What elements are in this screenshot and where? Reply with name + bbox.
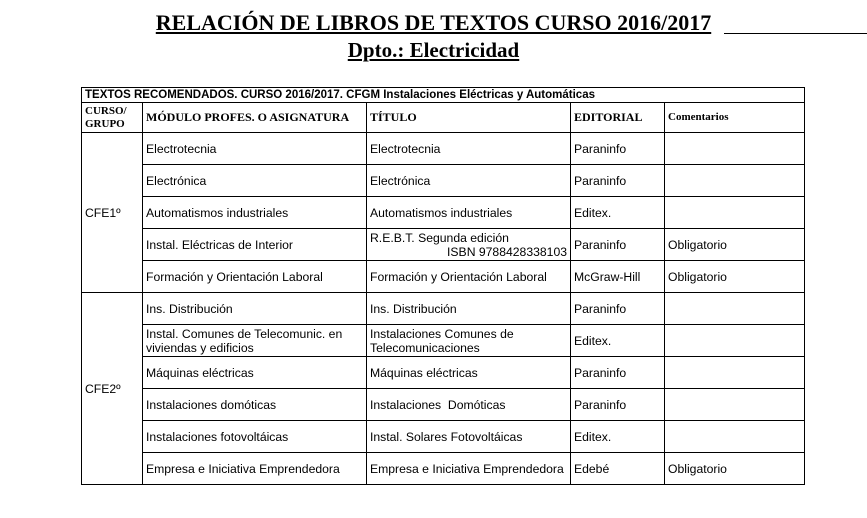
- cell-modulo: Electrónica: [143, 165, 367, 197]
- cell-titulo: Automatismos industriales: [367, 197, 571, 229]
- col-header-titulo: TÍTULO: [367, 103, 571, 133]
- table-row: [82, 197, 805, 229]
- cell-titulo: Formación y Orientación Laboral: [367, 261, 571, 293]
- table-row: [82, 261, 805, 293]
- col-header-comentarios: Comentarios: [665, 103, 805, 133]
- cell-modulo: Instalaciones domóticas: [143, 389, 367, 421]
- table-row: [82, 421, 805, 453]
- cell-modulo: Instalaciones fotovoltáicas: [143, 421, 367, 453]
- cell-comentarios: [665, 421, 805, 453]
- table-row: [82, 453, 805, 485]
- cell-editorial: Editex.: [571, 325, 665, 357]
- cell-modulo: Electrotecnia: [143, 133, 367, 165]
- cell-editorial: Paraninfo: [571, 229, 665, 261]
- table-row: [82, 229, 805, 261]
- cell-titulo: Instalaciones Comunes de Telecomunicaciones: [367, 325, 571, 357]
- cell-editorial: Edebé: [571, 453, 665, 485]
- cell-titulo-main: R.E.B.T. Segunda edición: [370, 230, 509, 245]
- cell-comentarios: [665, 133, 805, 165]
- cell-comentarios: [665, 197, 805, 229]
- cell-modulo: Máquinas eléctricas: [143, 357, 367, 389]
- cell-editorial: McGraw-Hill: [571, 261, 665, 293]
- cell-editorial: Paraninfo: [571, 165, 665, 197]
- document-title: RELACIÓN DE LIBROS DE TEXTOS CURSO 2016/2017: [155, 10, 712, 35]
- cell-titulo: Máquinas eléctricas: [367, 357, 571, 389]
- table-caption: TEXTOS RECOMENDADOS. CURSO 2016/2017. CFGM Instalaciones Eléctricas y Automáticas: [82, 88, 805, 103]
- cell-titulo: Electrotecnia: [367, 133, 571, 165]
- cell-modulo: Ins. Distribución: [143, 293, 367, 325]
- cell-comentarios: Obligatorio: [665, 453, 805, 485]
- cell-comentarios: [665, 325, 805, 357]
- textbook-table: [81, 87, 805, 485]
- col-header-grupo-line2: GRUPO: [85, 117, 125, 130]
- table-row: [82, 165, 805, 197]
- cell-editorial: Paraninfo: [571, 357, 665, 389]
- cell-modulo: Empresa e Iniciativa Emprendedora: [143, 453, 367, 485]
- cell-comentarios: [665, 357, 805, 389]
- cell-titulo: Instal. Solares Fotovoltáicas: [367, 421, 571, 453]
- col-header-grupo: [82, 103, 143, 133]
- header-rule: [724, 33, 867, 34]
- cell-comentarios: [665, 165, 805, 197]
- group-cell-cfe2: CFE2º: [82, 293, 143, 485]
- cell-editorial: Editex.: [571, 421, 665, 453]
- table-header-row: [82, 103, 805, 133]
- cell-titulo: [367, 229, 571, 261]
- table-row: [82, 293, 805, 325]
- col-header-editorial: EDITORIAL: [571, 103, 665, 133]
- cell-modulo: Automatismos industriales: [143, 197, 367, 229]
- department-subtitle: Dpto.: Electricidad: [347, 38, 520, 62]
- cell-comentarios: [665, 293, 805, 325]
- col-header-grupo-line1: CURSO/: [85, 104, 127, 117]
- cell-comentarios: [665, 389, 805, 421]
- cell-modulo: Instal. Comunes de Telecomunic. en viviendas y edificios: [143, 325, 367, 357]
- col-header-modulo: MÓDULO PROFES. O ASIGNATURA: [143, 103, 367, 133]
- cell-comentarios: Obligatorio: [665, 261, 805, 293]
- table-row: [82, 389, 805, 421]
- table-row: [82, 357, 805, 389]
- cell-editorial: Paraninfo: [571, 389, 665, 421]
- table-row: [82, 325, 805, 357]
- cell-titulo-isbn: ISBN 9788428338103: [447, 244, 567, 259]
- cell-titulo: Instalaciones Domóticas: [367, 389, 571, 421]
- table-caption-row: [82, 88, 805, 103]
- cell-editorial: Paraninfo: [571, 293, 665, 325]
- table-row: [82, 133, 805, 165]
- cell-titulo: Ins. Distribución: [367, 293, 571, 325]
- cell-comentarios: Obligatorio: [665, 229, 805, 261]
- cell-titulo: Electrónica: [367, 165, 571, 197]
- cell-titulo: Empresa e Iniciativa Emprendedora: [367, 453, 571, 485]
- group-cell-cfe1: CFE1º: [82, 133, 143, 293]
- cell-editorial: Editex.: [571, 197, 665, 229]
- cell-modulo: Formación y Orientación Laboral: [143, 261, 367, 293]
- cell-modulo: Instal. Eléctricas de Interior: [143, 229, 367, 261]
- cell-editorial: Paraninfo: [571, 133, 665, 165]
